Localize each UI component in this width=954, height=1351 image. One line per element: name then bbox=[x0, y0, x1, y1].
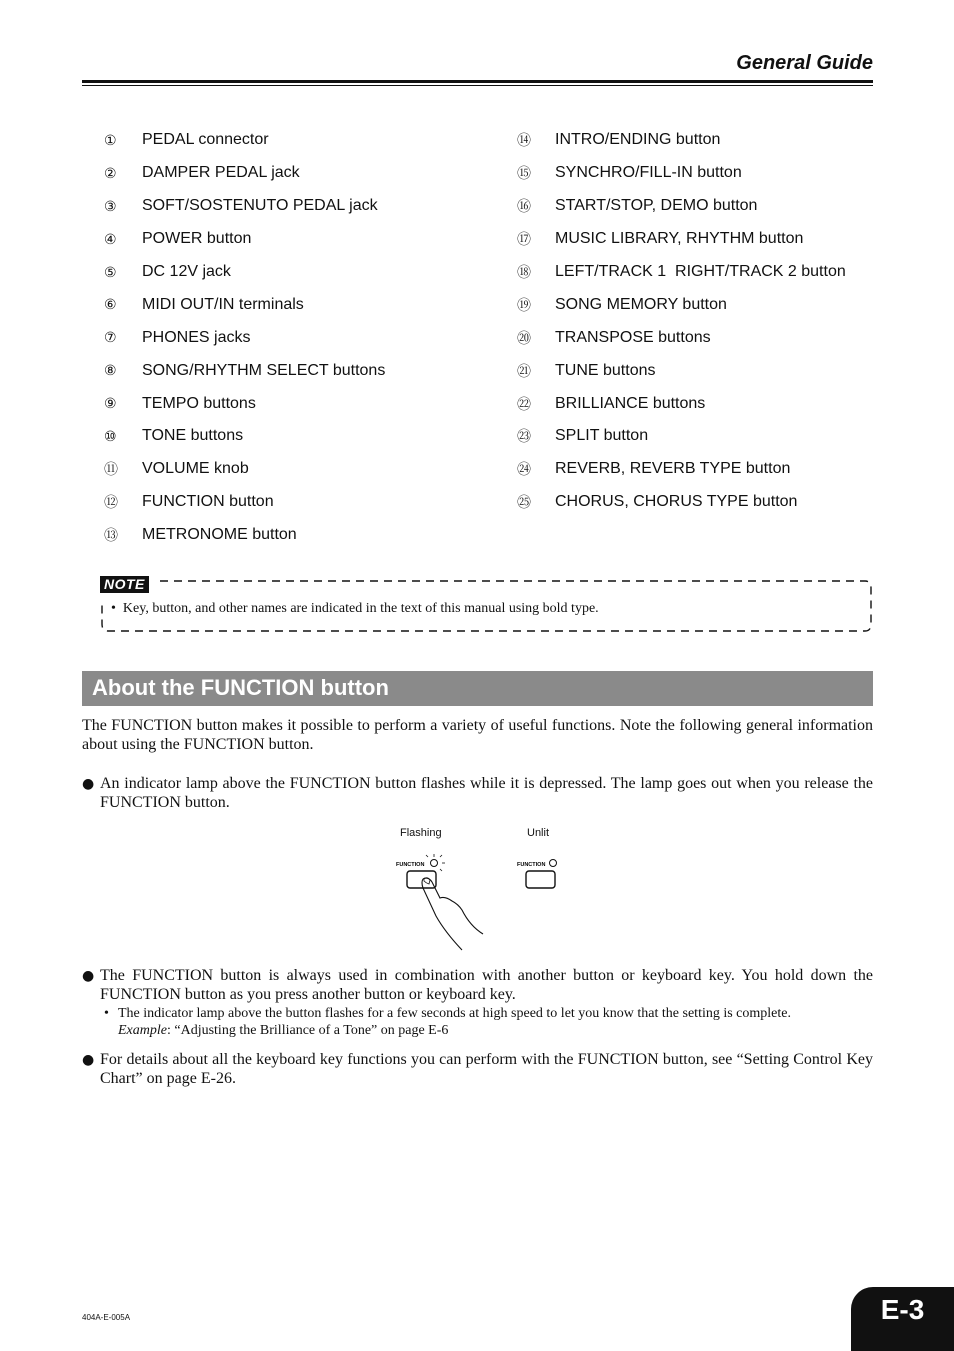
item-label: VOLUME knob bbox=[142, 460, 249, 478]
item-label: TUNE buttons bbox=[555, 361, 656, 379]
item-label: REVERB, REVERB TYPE button bbox=[555, 460, 791, 478]
list-item bbox=[104, 288, 484, 321]
item-label: PEDAL connector bbox=[142, 131, 269, 149]
item-number: ㉓ bbox=[517, 428, 531, 445]
list-item bbox=[104, 486, 484, 519]
example-text: : “Adjusting the Brilliance of a Tone” on page E-6 bbox=[166, 1023, 449, 1038]
list-item bbox=[517, 354, 897, 387]
bullet-text: The FUNCTION button is always used in combination with another button or keyboard key. You hold down the FUNCTION button as you press another button or keyboard key. bbox=[100, 967, 873, 1003]
list-item bbox=[104, 223, 484, 256]
item-label: BRILLIANCE buttons bbox=[555, 394, 706, 412]
page-number-tab bbox=[851, 1287, 954, 1351]
function-button-illustration bbox=[390, 846, 570, 952]
item-label: PHONES jacks bbox=[142, 328, 251, 346]
footer-code: 404A-E-005A bbox=[82, 1313, 131, 1322]
flashing-lamp-icon bbox=[426, 854, 445, 871]
list-item bbox=[517, 190, 897, 223]
item-label: LEFT/TRACK 1 RIGHT/TRACK 2 button bbox=[555, 263, 846, 280]
unlit-button-label: FUNCTION bbox=[517, 862, 546, 868]
item-number: ⑬ bbox=[104, 527, 118, 544]
item-number: ⑰ bbox=[517, 231, 531, 248]
item-number: ⑪ bbox=[104, 461, 118, 478]
header-rule-thick bbox=[82, 80, 873, 83]
pressing-finger-icon bbox=[422, 878, 483, 950]
item-number: ⑫ bbox=[104, 494, 118, 511]
item-label: INTRO/ENDING button bbox=[555, 131, 721, 149]
page-header-title: General Guide bbox=[736, 52, 873, 74]
item-label: SYNCHRO/FILL-IN button bbox=[555, 164, 742, 182]
sub-bullet-item bbox=[100, 1005, 873, 1039]
list-item bbox=[517, 124, 897, 157]
item-number: ㉕ bbox=[517, 494, 531, 511]
list-item bbox=[517, 486, 897, 519]
list-item bbox=[104, 420, 484, 453]
item-number: ㉔ bbox=[517, 461, 531, 478]
list-item bbox=[104, 519, 484, 552]
item-label: START/STOP, DEMO button bbox=[555, 197, 758, 215]
item-label: SONG MEMORY button bbox=[555, 295, 727, 313]
list-item bbox=[104, 387, 484, 420]
flashing-label: Flashing bbox=[400, 827, 442, 839]
item-number: ⑭ bbox=[517, 132, 531, 149]
list-item bbox=[104, 124, 484, 157]
item-number: ⑱ bbox=[517, 264, 531, 280]
list-item bbox=[104, 190, 484, 223]
note-bullet: • bbox=[111, 601, 116, 616]
item-number: ⑳ bbox=[517, 329, 531, 346]
item-label: FUNCTION button bbox=[142, 493, 274, 511]
flashing-function-button-icon bbox=[407, 871, 436, 888]
item-number: ⑮ bbox=[517, 165, 531, 182]
bullet-text: For details about all the keyboard key functions you can perform with the FUNCTION button, see “Setting Control Key Chart” on page E-26. bbox=[100, 1051, 873, 1087]
item-label: MIDI OUT/IN terminals bbox=[142, 295, 304, 313]
item-label: DC 12V jack bbox=[142, 263, 231, 280]
item-label: MUSIC LIBRARY, RHYTHM button bbox=[555, 230, 804, 248]
item-number: ⑧ bbox=[104, 362, 117, 379]
item-number: ㉒ bbox=[517, 395, 531, 412]
page-number: E-3 bbox=[880, 1294, 925, 1325]
bullet-dot: ● bbox=[82, 776, 95, 792]
list-item bbox=[517, 256, 897, 289]
parts-list-left bbox=[104, 124, 484, 552]
unlit-label: Unlit bbox=[527, 827, 550, 839]
item-label: SOFT/SOSTENUTO PEDAL jack bbox=[142, 197, 378, 215]
item-number: ⑤ bbox=[104, 263, 117, 280]
list-item bbox=[517, 223, 897, 256]
bullet-item bbox=[82, 1050, 873, 1088]
item-label: METRONOME button bbox=[142, 526, 297, 544]
list-item bbox=[517, 453, 897, 486]
list-item bbox=[517, 420, 897, 453]
item-number: ㉑ bbox=[517, 362, 531, 379]
list-item bbox=[104, 256, 484, 289]
note-text bbox=[111, 601, 599, 617]
item-number: ③ bbox=[104, 197, 117, 214]
section-title: About the FUNCTION button bbox=[92, 675, 389, 700]
item-number: ⑩ bbox=[104, 427, 117, 444]
item-number: ⑲ bbox=[517, 296, 531, 313]
item-number: ① bbox=[104, 131, 117, 148]
bullet-item bbox=[82, 966, 873, 1004]
item-number: ⑯ bbox=[517, 198, 531, 215]
list-item bbox=[104, 321, 484, 354]
list-item bbox=[104, 354, 484, 387]
parts-list-right bbox=[517, 124, 897, 519]
list-item bbox=[517, 157, 897, 190]
example-line bbox=[118, 1022, 873, 1039]
item-label: TEMPO buttons bbox=[142, 394, 256, 412]
flashing-button-label: FUNCTION bbox=[396, 862, 425, 868]
bullet-item bbox=[82, 774, 873, 812]
item-number: ⑨ bbox=[104, 395, 117, 412]
item-label: SPLIT button bbox=[555, 427, 649, 445]
item-label: SONG/RHYTHM SELECT buttons bbox=[142, 361, 386, 379]
unlit-lamp-icon bbox=[550, 860, 557, 867]
item-number: ⑥ bbox=[104, 296, 117, 313]
intro-paragraph: The FUNCTION button makes it possible to perform a variety of useful functions. Note the following general information about using the FUNCTION button. bbox=[82, 717, 873, 753]
item-number: ⑦ bbox=[104, 329, 117, 346]
item-label: CHORUS, CHORUS TYPE button bbox=[555, 493, 798, 511]
sub-bullet-dot: • bbox=[104, 1006, 109, 1021]
example-label: Example bbox=[118, 1023, 167, 1038]
header-rule-thin bbox=[82, 85, 873, 86]
item-label: DAMPER PEDAL jack bbox=[142, 164, 300, 182]
item-number: ④ bbox=[104, 230, 117, 247]
section-heading-bar bbox=[82, 671, 873, 706]
item-label: TONE buttons bbox=[142, 427, 244, 445]
list-item bbox=[517, 387, 897, 420]
list-item bbox=[517, 288, 897, 321]
bullet-text: An indicator lamp above the FUNCTION button flashes while it is depressed. The lamp goes out when you release the FUNCTION button. bbox=[100, 775, 873, 811]
bullet-dot: ● bbox=[82, 968, 95, 984]
note-body: Key, button, and other names are indicated in the text of this manual using bold type. bbox=[122, 601, 599, 616]
item-number: ② bbox=[104, 164, 117, 181]
note-label: NOTE bbox=[100, 576, 149, 593]
item-label: TRANSPOSE buttons bbox=[555, 328, 711, 346]
list-item bbox=[104, 157, 484, 190]
item-label: POWER button bbox=[142, 230, 252, 248]
bullet-dot: ● bbox=[82, 1052, 95, 1068]
unlit-function-button-icon bbox=[526, 871, 555, 888]
sub-bullet-text: The indicator lamp above the button flashes for a few seconds at high speed to let you know that the setting is complete. bbox=[118, 1006, 791, 1021]
list-item bbox=[104, 453, 484, 486]
list-item bbox=[517, 321, 897, 354]
